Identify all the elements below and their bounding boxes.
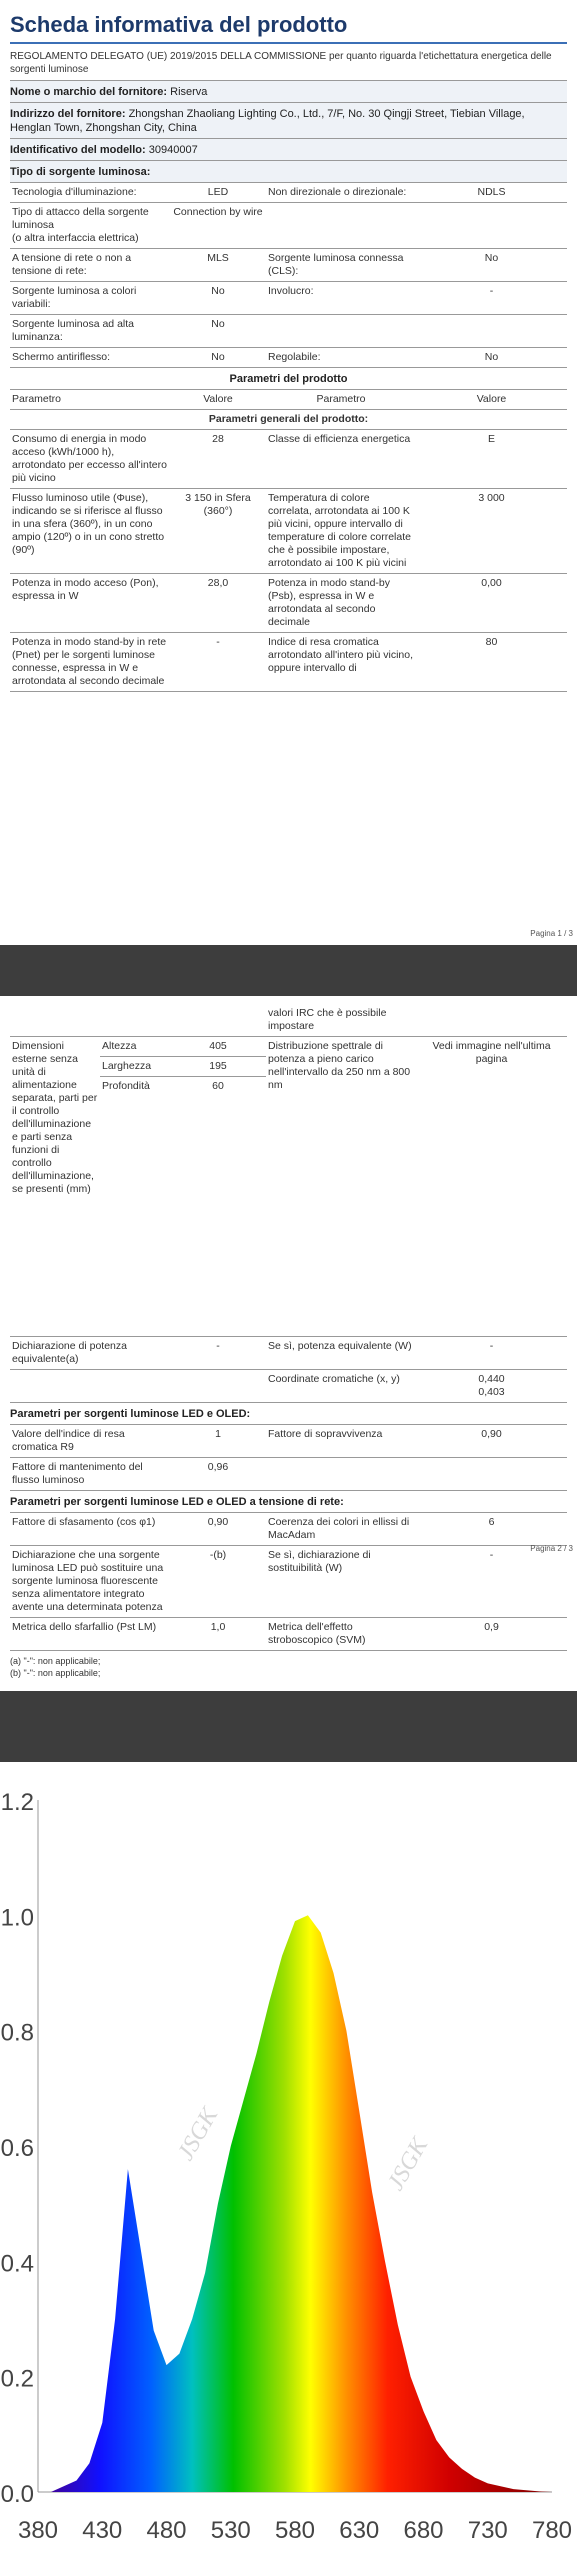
type-cell — [416, 315, 567, 348]
footnote-b: (b) "-": non applicabile; — [10, 1668, 101, 1678]
type-row — [10, 203, 567, 249]
source-type-header — [10, 161, 567, 183]
y-tick-label: 0.6 — [0, 2135, 34, 2162]
general-params-title: Parametri generali del prodotto: — [10, 410, 567, 430]
watermark-text: JSGK — [172, 2103, 224, 2165]
y-tick-label: 0.0 — [0, 2481, 34, 2508]
footnote-a: (a) "-": non applicabile; — [10, 1656, 101, 1666]
param-cell: Potenza in modo stand-by (Psb), espressa in W e arrotondata al secondo decimale — [266, 574, 416, 633]
equivalent-row — [10, 1337, 567, 1370]
spd-value: Vedi immagine nell'ultima pagina — [416, 1037, 567, 1337]
type-cell — [266, 203, 416, 249]
x-tick-label: 730 — [467, 2517, 508, 2544]
type-cell: No — [170, 315, 266, 348]
type-cell: Connection by wire — [170, 203, 266, 249]
param-cell: 3 000 — [416, 489, 567, 574]
general-params-header — [10, 410, 567, 430]
led-mains-cell: Se sì, dichiarazione di sostituibilità (W) — [266, 1546, 416, 1618]
x-tick-label: 480 — [146, 2517, 187, 2544]
col-value-2: Valore — [416, 390, 567, 410]
param-row — [10, 489, 567, 574]
equivalent-cell: - — [170, 1337, 266, 1370]
type-cell — [266, 315, 416, 348]
param-cell: - — [170, 633, 266, 692]
led-cell: Valore dell'indice di resa cromatica R9 — [10, 1425, 170, 1458]
type-cell: Tecnologia d'illuminazione: — [10, 183, 170, 203]
type-cell — [416, 203, 567, 249]
led-mains-cell: -(b) — [170, 1546, 266, 1618]
equivalent-cell: Coordinate cromatiche (x, y) — [266, 1370, 416, 1403]
height-value: 405 — [170, 1037, 266, 1057]
width-label: Larghezza — [100, 1057, 170, 1077]
model-label: Identificativo del modello: — [10, 144, 146, 156]
equivalent-cell — [170, 1370, 266, 1403]
equivalent-cell — [10, 1370, 170, 1403]
page-gap — [0, 945, 577, 996]
type-cell: A tensione di rete o non a tensione di rete: — [10, 249, 170, 282]
params-table — [10, 390, 567, 692]
dimensions-table — [10, 1004, 567, 1337]
type-cell: Non direzionale o direzionale: — [266, 183, 416, 203]
page-number: Pagina 2 / 3 — [530, 1544, 573, 1553]
type-cell: Sorgente luminosa a colori variabili: — [10, 282, 170, 315]
spectral-distribution-chart — [0, 1762, 577, 2560]
param-cell: Flusso luminoso utile (Φuse), indicando se si riferisce al flusso in una sfera (360º), in un cono ampio (120º) o in un cono stretto (90º) — [10, 489, 170, 574]
type-cell: No — [416, 249, 567, 282]
type-cell: No — [170, 282, 266, 315]
supplier-name-value: Riserva — [170, 86, 208, 98]
regulation-text: REGOLAMENTO DELEGATO (UE) 2019/2015 DELLA COMMISSIONE per quanto riguarda l'etichettatura energetica delle sorgenti luminose — [10, 50, 567, 81]
led-mains-cell: Metrica dello sfarfallio (Pst LM) — [10, 1618, 170, 1651]
params-title: Parametri del prodotto — [10, 368, 567, 390]
param-cell: E — [416, 430, 567, 489]
led-mains-title: Parametri per sorgenti luminose LED e OLED a tensione di rete: — [10, 1491, 567, 1513]
height-label: Altezza — [100, 1037, 170, 1057]
led-mains-cell: Dichiarazione che una sorgente luminosa LED può sostituire una sorgente luminosa fluorescente senza alimentatore integrato avente una determinata potenza — [10, 1546, 170, 1618]
param-cell: 28 — [170, 430, 266, 489]
type-row — [10, 315, 567, 348]
param-cell: Temperatura di colore correlata, arrotondata ai 100 K più vicini, oppure intervallo di temperature di colore correlate che è possibile impostare, arrotondato ai 100 K più vicini — [266, 489, 416, 574]
led-mains-table — [10, 1513, 567, 1651]
y-tick-label: 0.8 — [0, 2019, 34, 2047]
type-cell: Tipo di attacco della sorgente luminosa (o altra interfaccia elettrica) — [10, 203, 170, 249]
param-cell: Potenza in modo acceso (Pon), espressa in W — [10, 574, 170, 633]
led-row — [10, 1425, 567, 1458]
params-header-row — [10, 390, 567, 410]
supplier-address-value: Zhongshan Zhaoliang Lighting Co., Ltd., 7/F, No. 30 Qingji Street, Tiebian Village, Henglan Town, Zhongshan City, China — [10, 108, 525, 134]
led-mains-cell: Coerenza dei colori in ellissi di MacAdam — [266, 1513, 416, 1546]
x-tick-label: 630 — [339, 2517, 380, 2544]
supplier-address-row — [10, 103, 567, 139]
y-tick-label: 0.4 — [0, 2250, 34, 2278]
col-param-2: Parametro — [266, 390, 416, 410]
source-type-label: Tipo di sorgente luminosa: — [10, 166, 151, 178]
model-row — [10, 139, 567, 161]
type-cell: NDLS — [416, 183, 567, 203]
cri-continuation-text: valori IRC che è possibile impostare — [266, 1004, 416, 1037]
page-title: Scheda informativa del prodotto — [10, 0, 567, 44]
led-row — [10, 1458, 567, 1491]
x-tick-label: 780 — [531, 2517, 573, 2544]
param-cell: 0,00 — [416, 574, 567, 633]
led-cell — [416, 1458, 567, 1491]
x-tick-label: 530 — [210, 2517, 251, 2544]
model-value: 30940007 — [148, 144, 198, 156]
page-number: Pagina 1 / 3 — [530, 929, 573, 938]
type-row — [10, 348, 567, 368]
param-cell: Indice di resa cromatica arrotondato all'intero più vicino, oppure intervallo di — [266, 633, 416, 692]
type-cell: Sorgente luminosa ad alta luminanza: — [10, 315, 170, 348]
page-1 — [0, 0, 577, 945]
type-row — [10, 183, 567, 203]
supplier-name-label: Nome o marchio del fornitore: — [10, 86, 168, 98]
dimension-row-height — [10, 1037, 567, 1057]
spd-label: Distribuzione spettrale di potenza a pieno carico nell'intervallo da 250 nm a 800 nm — [266, 1037, 416, 1337]
type-cell: MLS — [170, 249, 266, 282]
led-mains-row — [10, 1513, 567, 1546]
param-cell: 80 — [416, 633, 567, 692]
dimensions-label: Dimensioni esterne senza unità di alimentazione separata, parti per il controllo dell'illuminazione e parti senza funzioni di controllo dell'illuminazione, se presenti (mm) — [10, 1037, 100, 1337]
param-cell: Classe di efficienza energetica — [266, 430, 416, 489]
led-cell: 1 — [170, 1425, 266, 1458]
led-mains-cell: 1,0 — [170, 1618, 266, 1651]
led-mains-cell: 0,90 — [170, 1513, 266, 1546]
type-cell: No — [416, 348, 567, 368]
led-cell: Fattore di sopravvivenza — [266, 1425, 416, 1458]
type-cell: LED — [170, 183, 266, 203]
led-mains-row — [10, 1618, 567, 1651]
led-mains-cell: 6 — [416, 1513, 567, 1546]
led-cell: 0,90 — [416, 1425, 567, 1458]
source-type-table — [10, 183, 567, 368]
spectrum-area — [38, 1915, 552, 2492]
led-mains-cell: Metrica dell'effetto stroboscopico (SVM) — [266, 1618, 416, 1651]
led-mains-row — [10, 1546, 567, 1618]
led-params-title: Parametri per sorgenti luminose LED e OLED: — [10, 1403, 567, 1425]
y-tick-label: 1.0 — [0, 1904, 34, 1932]
param-row — [10, 574, 567, 633]
supplier-address-label: Indirizzo del fornitore: — [10, 108, 126, 120]
led-cell: Fattore di mantenimento del flusso luminoso — [10, 1458, 170, 1491]
equivalent-row — [10, 1370, 567, 1403]
x-tick-label: 380 — [17, 2517, 59, 2544]
x-tick-label: 430 — [82, 2517, 123, 2544]
param-row — [10, 633, 567, 692]
led-mains-cell: Fattore di sfasamento (cos φ1) — [10, 1513, 170, 1546]
x-tick-label: 580 — [274, 2517, 316, 2544]
type-cell: Regolabile: — [266, 348, 416, 368]
type-cell: - — [416, 282, 567, 315]
y-tick-label: 1.2 — [0, 1789, 34, 1816]
watermark-text: JSGK — [382, 2133, 434, 2195]
col-value: Valore — [170, 390, 266, 410]
led-params-table — [10, 1425, 567, 1491]
type-cell: Involucro: — [266, 282, 416, 315]
led-mains-cell: 0,9 — [416, 1618, 567, 1651]
equivalent-table — [10, 1337, 567, 1403]
type-row — [10, 249, 567, 282]
supplier-name-row — [10, 81, 567, 103]
col-param: Parametro — [10, 390, 170, 410]
param-cell: Potenza in modo stand-by in rete (Pnet) per le sorgenti luminose connesse, espressa in W e arrotondata al secondo decimale — [10, 633, 170, 692]
type-cell: No — [170, 348, 266, 368]
page-2 — [0, 996, 577, 1691]
type-row — [10, 282, 567, 315]
equivalent-cell: 0,440 0,403 — [416, 1370, 567, 1403]
equivalent-cell: Se sì, potenza equivalente (W) — [266, 1337, 416, 1370]
equivalent-cell: - — [416, 1337, 567, 1370]
depth-label: Profondità — [100, 1077, 170, 1337]
equivalent-cell: Dichiarazione di potenza equivalente(a) — [10, 1337, 170, 1370]
type-cell: Sorgente luminosa connessa (CLS): — [266, 249, 416, 282]
width-value: 195 — [170, 1057, 266, 1077]
param-cell: 3 150 in Sfera (360°) — [170, 489, 266, 574]
led-cell: 0,96 — [170, 1458, 266, 1491]
param-cell: Consumo di energia in modo acceso (kWh/1000 h), arrotondato per eccesso all'intero più vicino — [10, 430, 170, 489]
param-cell: 28,0 — [170, 574, 266, 633]
x-tick-label: 680 — [403, 2517, 444, 2544]
led-mains-cell: - — [416, 1546, 567, 1618]
cri-continuation-row — [10, 1004, 567, 1037]
page-3 — [0, 1762, 577, 2560]
y-tick-label: 0.2 — [0, 2365, 34, 2393]
page-gap — [0, 1691, 577, 1762]
type-cell: Schermo antiriflesso: — [10, 348, 170, 368]
param-row — [10, 430, 567, 489]
led-cell — [266, 1458, 416, 1491]
depth-value: 60 — [170, 1077, 266, 1337]
